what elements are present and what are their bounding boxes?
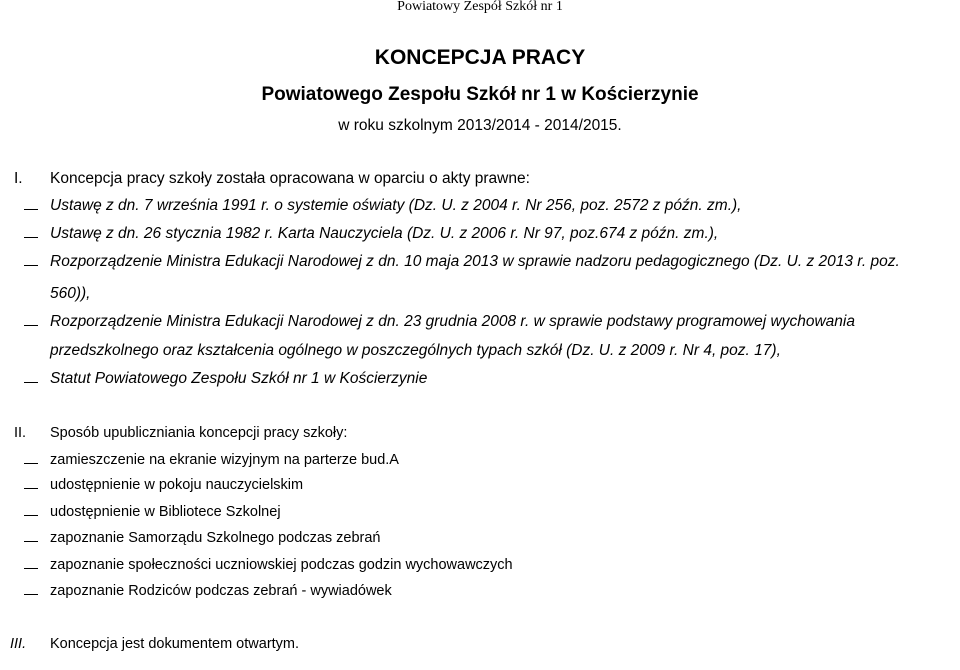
school-year: w roku szkolnym 2013/2014 - 2014/2015. <box>338 117 622 134</box>
section-1-numeral: I. <box>14 170 23 187</box>
page-header: Powiatowy Zespół Szkół nr 1 <box>397 0 563 14</box>
list-item: Ustawę z dn. 7 września 1991 r. o systemie oświaty (Dz. U. z 2004 r. Nr 256, poz. 2572 z późn. zm.), <box>50 197 742 214</box>
list-item: zapoznanie Samorządu Szkolnego podczas zebrań <box>50 530 381 546</box>
section-1-heading: Koncepcja pracy szkoły została opracowana w oparciu o akty prawne: <box>50 170 530 187</box>
list-item: zamieszczenie na ekranie wizyjnym na parterze bud.A <box>50 452 399 468</box>
list-bullet-dash <box>24 382 38 383</box>
list-bullet-dash <box>24 568 38 569</box>
list-bullet-dash <box>24 463 38 464</box>
list-item: Statut Powiatowego Zespołu Szkół nr 1 w Kościerzynie <box>50 370 428 387</box>
list-bullet-dash <box>24 515 38 516</box>
document-subtitle: Powiatowego Zespołu Szkół nr 1 w Kościerzynie <box>261 84 699 105</box>
list-item: Rozporządzenie Ministra Edukacji Narodowej z dn. 23 grudnia 2008 r. w sprawie podstawy programowej wychowania <box>50 313 855 330</box>
list-bullet-dash <box>24 265 38 266</box>
list-bullet-dash <box>24 594 38 595</box>
section-3-text: Koncepcja jest dokumentem otwartym. <box>50 636 300 652</box>
list-bullet-dash <box>24 237 38 238</box>
list-item: udostępnienie w Bibliotece Szkolnej <box>50 504 281 520</box>
list-bullet-dash <box>24 488 38 489</box>
list-item-continuation: 560)), <box>50 285 91 302</box>
document-title: KONCEPCJA PRACY <box>374 46 586 69</box>
list-bullet-dash <box>24 209 38 210</box>
list-item: Rozporządzenie Ministra Edukacji Narodowej z dn. 10 maja 2013 w sprawie nadzoru pedagogicznego (Dz. U. z 2013 r. poz. <box>50 253 900 270</box>
list-bullet-dash <box>24 325 38 326</box>
list-item: udostępnienie w pokoju nauczycielskim <box>50 477 304 493</box>
section-2-heading: Sposób upubliczniania koncepcji pracy szkoły: <box>50 425 348 441</box>
list-item: zapoznanie Rodziców podczas zebrań - wywiadówek <box>50 583 392 599</box>
list-bullet-dash <box>24 541 38 542</box>
list-item: Ustawę z dn. 26 stycznia 1982 r. Karta Nauczyciela (Dz. U. z 2006 r. Nr 97, poz.674 z późn. zm.), <box>50 225 719 242</box>
list-item: zapoznanie społeczności uczniowskiej podczas godzin wychowawczych <box>50 557 513 573</box>
section-3-numeral: III. <box>10 636 27 652</box>
section-2-numeral: II. <box>14 425 27 441</box>
list-item-continuation: przedszkolnego oraz kształcenia ogólnego w poszczególnych typach szkół (Dz. U. z 2009 r. Nr 4, poz. 17), <box>50 342 781 359</box>
